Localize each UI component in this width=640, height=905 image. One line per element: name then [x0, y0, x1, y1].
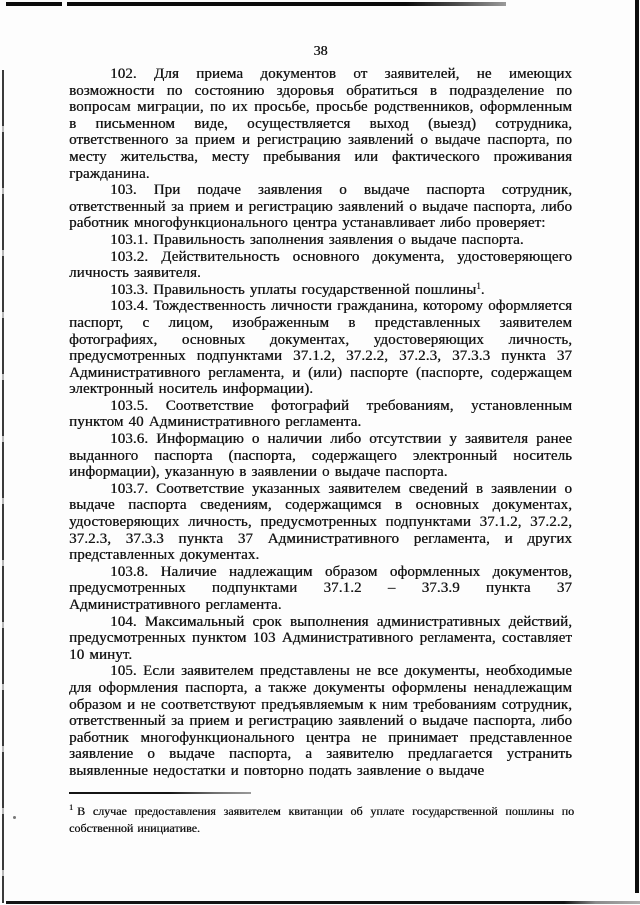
- footnote-separator: [69, 792, 251, 794]
- paragraph-103-5: 103.5. Соответствие фотографий требованиям, установленным пунктом 40 Административного регламента.: [69, 397, 572, 431]
- paragraph-103-3-text: 103.3. Правильность уплаты государственной пошлины: [110, 281, 477, 298]
- footnote-text: В случае предоставления заявителем квитанции об уплате государственной пошлины по собственной инициативе.: [69, 804, 574, 835]
- paragraph-103-8: 103.8. Наличие надлежащим образом оформленных документов, предусмотренных подпунктами 37.1.2 – 37.3.9 пункта 37 Административного регламента.: [69, 563, 572, 613]
- paragraph-103-7: 103.7. Соответствие указанных заявителем сведений в заявлении о выдаче паспорта сведениям, содержащимся в основных документах, удостоверяющих личность, предусмотренных подпунктами 37.1.2, 37.2.2, 37.2.3, 37.3.3 пункта 37 Административного регламента, и других представленных документах.: [69, 480, 572, 564]
- footnote-marker: 1: [69, 803, 73, 812]
- paragraph-103-3-suffix: .: [480, 281, 485, 298]
- paragraph-103-4: 103.4. Тождественность личности гражданина, которому оформляется паспорт, с лицом, изображенным в представленных заявителем фотографиях, основных документах, удостоверяющих личность, предусмотренных подпунктами 37.1.2, 37.2.2, 37.2.3, 37.3.3 пункта 37 Административного регламента, и (или) паспорте (паспорте, содержащем электронный носитель информации).: [69, 298, 572, 398]
- paragraph-105: 105. Если заявителем представлены не все документы, необходимые для оформления паспорта, а также документы оформлены ненадлежащим образом и не соответствуют предъявляемым к ним требованиям сотрудник, ответственный за прием и регистрацию заявлений о выдаче паспорта, либо работник многофункционального центра не принимает представленное заявление о выдаче паспорта, а заявителю предлагается устранить выявленные недостатки и повторно подать заявление о выдаче: [69, 663, 572, 779]
- paragraph-103-2: 103.2. Действительность основного документа, удостоверяющего личность заявителя.: [69, 248, 572, 282]
- scan-edge-left: [2, 70, 4, 903]
- scan-edge-top: [6, 2, 506, 6]
- page-number: 38: [313, 44, 328, 59]
- scan-speck: [13, 816, 16, 819]
- paragraph-103-1: 103.1. Правильность заполнения заявления о выдаче паспорта.: [110, 231, 524, 248]
- paragraph-104: 104. Максимальный срок выполнения административных действий, предусмотренных пунктом 103 Административного регламента, составляет 10 минут.: [69, 613, 572, 663]
- footnote-reference: 1: [476, 280, 481, 291]
- paragraph-103-3: [69, 282, 572, 299]
- scan-edge-right: [635, 0, 639, 893]
- paragraph-103-6: 103.6. Информацию о наличии либо отсутствии у заявителя ранее выданного паспорта (паспорта, содержащего электронный носитель информации), указанную в заявлении о выдаче паспорта.: [69, 431, 572, 481]
- scan-edge-bottom: [6, 901, 640, 904]
- paragraph-103: 103. При подаче заявления о выдаче паспорта сотрудник, ответственный за прием и регистрацию заявлений о выдаче паспорта, либо работник многофункционального центра устанавливает либо проверяет:: [69, 182, 572, 232]
- scan-edge-top-gap: [62, 2, 67, 6]
- paragraph-102: 102. Для приема документов от заявителей, не имеющих возможности по состоянию здоровья обратиться в подразделение по вопросам миграции, по их просьбе, просьбе родственников, оформленным в письменном виде, осуществляется выход (выезд) сотрудника, ответственного за прием и регистрацию заявлений о выдаче паспорта, по месту жительства, месту пребывания или фактического проживания гражданина.: [69, 66, 572, 182]
- footnote: [69, 800, 574, 836]
- document-body: [69, 66, 572, 780]
